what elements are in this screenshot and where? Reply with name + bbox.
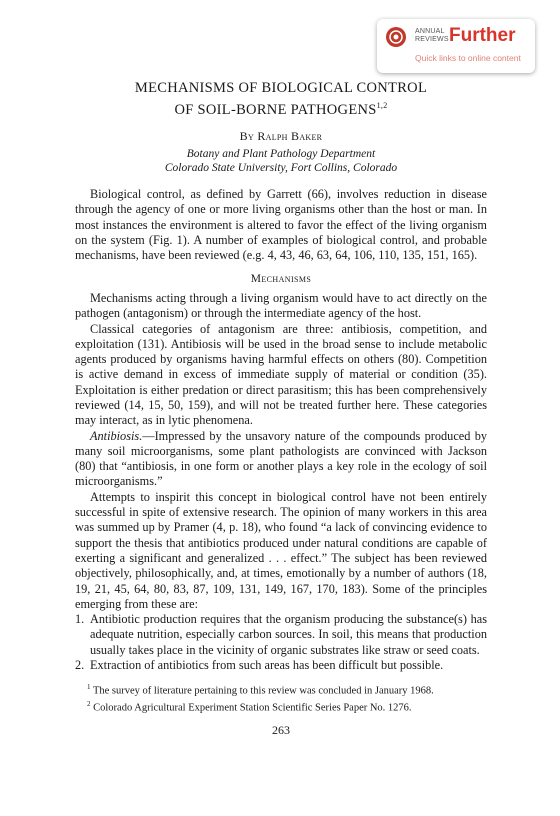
title-line-2: OF SOIL-BORNE PATHOGENS$^{1,2}$: [174, 101, 388, 118]
paragraph-2: Classical categories of antagonism are three: antibiosis, competition, and exploitation (131). Antibiosis will be used in the broad sense to include metabolic agents produced by organisms having harmful effects on others (80). Competition is active demand in excess of immediate supply of material or condition (35). Exploitation is either predation or direct parasitism; this has been comprehensively reviewed (14, 15, 50, 159), and will not be treated further here. These categories may interact, as in lytic phenomena.: [75, 321, 487, 428]
footnote-1: $^1$ The survey of literature pertaining to this review was concluded in January 1968.: [87, 683, 434, 697]
further-label: Further: [449, 25, 516, 46]
annual-reviews-logo-icon: [386, 27, 406, 47]
footnotes: [75, 681, 487, 715]
affiliation-line-2: Colorado State University, Fort Collins, Colorado: [164, 161, 398, 174]
paragraph-4: Attempts to inspirit this concept in biological control have not been entirely successful in spite of extensive research. The opinion of many workers in this area was summed up by Pramer (4, p. 18), who found “a lack of convincing evidence to support the thesis that antibiotics produced under natural conditions are capable of exerting a significant and generalized . . . effect.” The subject has been reviewed objectively, philosophically, and, at times, emotionally by a number of authors (18, 19, 21, 45, 64, 80, 83, 87, 109, 131, 149, 167, 170, 183). Some of the principles emerging from these are:: [75, 489, 487, 611]
article-title: [75, 80, 487, 119]
principles-list: [75, 612, 487, 673]
author-line: By Ralph Baker: [239, 128, 323, 143]
footnote-2: $^2$ Colorado Agricultural Experiment Station Scientific Series Paper No. 1276.: [87, 700, 412, 714]
further-banner[interactable]: [377, 19, 535, 73]
intro-paragraph: Biological control, as defined by Garrett (66), involves reduction in disease through the agency of one or more living organisms other than the host or man. In most instances the environment is altered to favor the effect of the living organism on the system (Fig. 1). A number of examples of biological control, and probable mechanisms, have been reviewed (e.g. 4, 43, 46, 63, 64, 106, 110, 135, 151, 165).: [75, 187, 487, 263]
page-number: 263: [272, 723, 290, 738]
publisher-name: ANNUAL REVIEWS: [415, 28, 449, 43]
title-footnote-marks: 1,2: [376, 101, 388, 110]
antibiosis-lead: Antibiosis.: [90, 428, 143, 443]
antibiosis-text: —Impressed by the unsavory nature of the compounds produced by many soil microorganisms, some plant pathologists are convinced with Jackson (80) that “antibiosis, in one form or another plays a key role in the ecology of soil microorganisms.”: [75, 428, 487, 489]
further-subtitle: Quick links to online content: [415, 53, 521, 63]
title-line-1: MECHANISMS OF BIOLOGICAL CONTROL: [134, 80, 428, 96]
article-page: [75, 80, 487, 739]
affiliation: [75, 148, 487, 175]
paragraph-3: [75, 429, 487, 490]
paragraph-1: Mechanisms acting through a living organism would have to act directly on the pathogen (antagonism) or through the intermediate agency of the host.: [75, 290, 487, 321]
section-heading: Mechanisms: [250, 272, 312, 285]
affiliation-line-1: Botany and Plant Pathology Department: [186, 148, 376, 161]
list-item: 2. Extraction of antibiotics from such areas has been difficult but possible.: [75, 658, 444, 673]
list-item: 1. Antibiotic production requires that the organism producing the substance(s) has adequate nutrition, especially carbon sources. In soil, this means that production usually takes place in the vicinity of organic substrates like straw or seed coats.: [75, 612, 487, 657]
